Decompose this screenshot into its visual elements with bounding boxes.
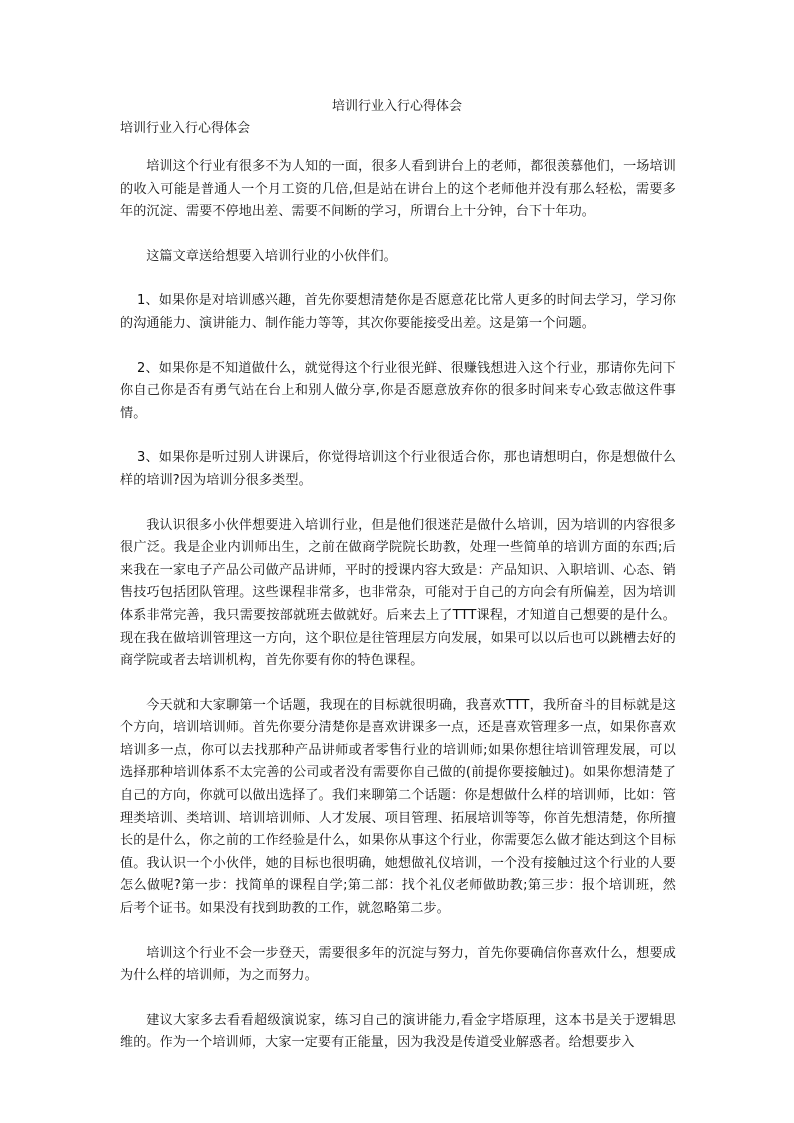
paragraph-advice: 建议大家多去看看超级演说家，练习自己的演讲能力,看金字塔原理，这本书是关于逻辑思维的。作为一个培训师，大家一定要有正能量，因为我没是传道受业解惑者。给想要步入 — [120, 1012, 676, 1051]
paragraph-dedication: 这篇文章送给想要入培训行业的小伙伴们。 — [146, 248, 397, 264]
paragraph-experience: 我认识很多小伙伴想要进入培训行业，但是他们很迷茫是做什么培训，因为培训的内容很多很广泛。我是企业内训师出生，之前在做商学院院长助教，处理一些简单的培训方面的东西;后来我在一家电子产品公司做产品讲师，平时的授课内容大致是：产品知识、入职培训、心态、销售技巧包括团队管理。这些课程非常多，也非常杂，可能对于自己的方向会有所偏差，因为培训体系非常完善，我只需要按部就班去做就好。后来去上了TTT课程，才知道自己想要的是什么。现在我在做培训管理这一方向，这个职位是往管理层方向发展，如果可以以后也可以跳槽去好的商学院或者去培训机构，首先你要有你的特色课程。 — [120, 517, 676, 669]
paragraph-topics: 今天就和大家聊第一个话题，我现在的目标就很明确，我喜欢TTT，我所奋斗的目标就是这个方向，培训培训师。首先你要分清楚你是喜欢讲课多一点，还是喜欢管理多一点，如果你喜欢培训多一点，你可以去找那种产品讲师或者零售行业的培训师;如果你想往培训管理发展，可以选择那种培训体系不太完善的公司或者没有需要你自己做的(前提你要接触过)。如果你想清楚了自己的方向，你就可以做出选择了。我们来聊第二个话题：你是想做什么样的培训师，比如：管理类培训、类培训、培训培训师、人才发展、项目管理、拓展培训等等，你首先想清楚，你所擅长的是什么，你之前的工作经验是什么，如果你从事这个行业，你需要怎么做才能达到这个目标值。我认识一个小伙伴，她的目标也很明确，她想做礼仪培训，一个没有接触过这个行业的人要怎么做呢?第一步：找简单的课程自学;第二部：找个礼仪老师做助教;第三步：报个培训班，然后考个证书。如果没有找到助教的工作，就忽略第二步。 — [120, 697, 676, 917]
document-subtitle: 培训行业入行心得体会 — [120, 121, 251, 136]
paragraph-point-3: 3、如果你是听过别人讲课后，你觉得培训这个行业很适合你，那也请想明白，你是想做什么样的培训?因为培训分很多类型。 — [120, 450, 676, 488]
document-title: 培训行业入行心得体会 — [331, 99, 462, 114]
paragraph-point-2: 2、如果你是不知道做什么，就觉得这个行业很光鲜、很赚钱想进入这个行业，那请你先问下你自己你是否有勇气站在台上和别人做分享,你是否愿意放弃你的很多时间来专心致志做这件事情。 — [120, 360, 676, 421]
paragraph-point-1: 1、如果你是对培训感兴趣，首先你要想清楚你是否愿意花比常人更多的时间去学习，学习你的沟通能力、演讲能力、制作能力等等，其次你要能接受出差。这是第一个问题。 — [120, 293, 676, 331]
document-body — [120, 156, 676, 1077]
paragraph-intro: 培训这个行业有很多不为人知的一面，很多人看到讲台上的老师，都很羡慕他们，一场培训的收入可能是普通人一个月工资的几倍,但是站在讲台上的这个老师他并没有那么轻松，需要多年的沉淀、需要不停地出差、需要不间断的学习，所谓台上十分钟，台下十年功。 — [120, 159, 676, 220]
paragraph-effort: 培训这个行业不会一步登天，需要很多年的沉淀与努力，首先你要确信你喜欢什么，想要成为什么样的培训师，为之而努力。 — [120, 945, 676, 984]
